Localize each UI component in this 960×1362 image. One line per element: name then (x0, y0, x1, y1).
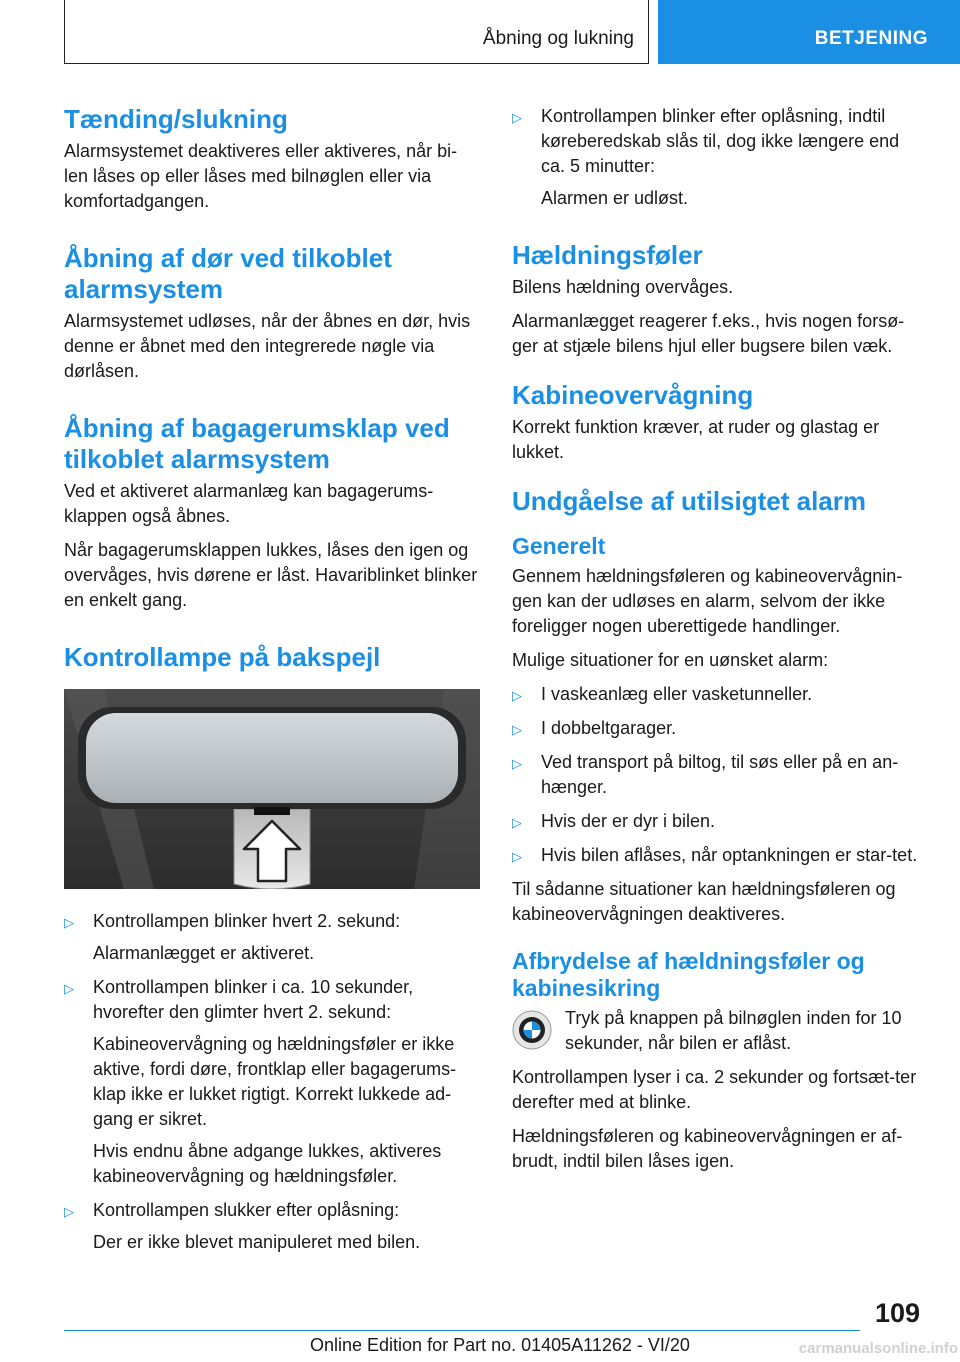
list-item: ▷ Kontrollampen blinker hvert 2. sekund: Alarmanlægget er aktiveret. (64, 911, 401, 963)
paragraph: Når bagagerumsklappen lukkes, låses den igen og overvåges, hvis dørene er låst. Havariblinket blinker en enkelt gang. (64, 540, 478, 610)
list-item: ▷ Kontrollampen blinker i ca. 10 sekunder, hvorefter den glimter hvert 2. sekund: Kabineovervågning og hældningsføler er ikke aktive, fordi døre, frontklap eller bagagerums-klap ikke er lukket rigtigt. Korrekt lukkede ad-gang er sikret. Hvis endnu åbne adgange lukkes, aktiveres kabineovervågning og hældningsføler. (64, 977, 457, 1186)
heading-bagagerumsklap: Åbning af bagagerumsklap ved tilkoblet alarmsystem (64, 413, 450, 474)
triangle-bullet-icon: ▷ (512, 688, 522, 703)
heading-taending: Tænding/slukning (64, 104, 288, 134)
paragraph: Alarmsystemet udløses, når der åbnes en dør, hvis denne er åbnet med den integrerede nøgle via dørlåsen. (64, 311, 471, 381)
left-column (64, 104, 480, 1264)
paragraph: Ved et aktiveret alarmanlæg kan bagagerums-klappen også åbnes. (64, 481, 434, 526)
triangle-bullet-icon: ▷ (512, 722, 522, 737)
rearview-mirror-illustration (64, 689, 480, 889)
bmw-key-button-icon (512, 1010, 552, 1050)
watermark: carmanualsonline.info (798, 1340, 958, 1357)
section-tab (658, 0, 960, 64)
page-number: 109 (874, 1298, 920, 1328)
list-item: ▷ Kontrollampen blinker efter oplåsning, indtil køreberedskab slås til, dog ikke længere end ca. 5 minutter: Alarmen er udløst. (512, 106, 900, 208)
triangle-bullet-icon: ▷ (512, 849, 522, 864)
paragraph: Mulige situationer for en uønsket alarm: (512, 650, 829, 670)
paragraph: Gennem hældningsføleren og kabineovervågnin-gen kan der udløses en alarm, selvom der ikke foreligger nogen uberettigede handlinger. (512, 566, 903, 636)
paragraph: Korrekt funktion kræver, at ruder og glastag er lukket. (512, 417, 880, 462)
lamp-status-list (64, 909, 480, 1255)
unwanted-alarm-list (512, 682, 926, 868)
list-item: ▷ Ved transport på biltog, til søs eller på en an-hænger. (512, 752, 899, 797)
heading-undgaaelse: Undgåelse af utilsigtet alarm (512, 486, 866, 516)
triangle-bullet-icon: ▷ (512, 756, 522, 771)
subheading-generelt: Generelt (512, 533, 606, 559)
header-frame (64, 0, 649, 64)
list-item: ▷ I vaskeanlæg eller vasketunneller. (512, 682, 926, 707)
heading-haeldningsfoeler: Hældningsføler (512, 240, 703, 270)
chapter-title: Åbning og lukning (482, 28, 634, 49)
paragraph: Alarmanlægget reagerer f.eks., hvis nogen forsø-ger at stjæle bilens hjul eller bugsere bilen væk. (512, 311, 905, 356)
list-item: ▷ Hvis bilen aflåses, når optankningen er star-tet. (512, 843, 926, 868)
list-item: ▷ Kontrollampen slukker efter oplåsning: Der er ikke blevet manipuleret med bilen. (64, 1200, 421, 1252)
section-label: BETJENING (814, 28, 928, 49)
paragraph: Bilens hældning overvåges. (512, 277, 734, 297)
subheading-afbrydelse: Afbrydelse af hældningsføler og kabinesikring (512, 948, 865, 1001)
triangle-bullet-icon: ▷ (64, 981, 74, 996)
right-column (512, 104, 926, 1183)
paragraph: Hældningsføleren og kabineovervågningen er af-brudt, indtil bilen låses igen. (512, 1126, 903, 1171)
edition-text: Online Edition for Part no. 01405A11262 - VI/20 (310, 1335, 690, 1355)
lamp-status-list-cont (512, 104, 926, 211)
list-item: ▷ Hvis der er dyr i bilen. (512, 809, 926, 834)
paragraph: Til sådanne situationer kan hældningsføleren og kabineovervågningen deaktiveres. (512, 879, 896, 924)
triangle-bullet-icon: ▷ (64, 915, 74, 930)
paragraph: Kontrollampen lyser i ca. 2 sekunder og fortsæt-ter derefter med at blinke. (512, 1067, 917, 1112)
paragraph: Alarmsystemet deaktiveres eller aktiveres, når bi-len låses op eller låses med bilnøglen eller via komfortadgangen. (64, 141, 458, 211)
paragraph: Tryk på knappen på bilnøglen inden for 10 sekunder, når bilen er aflåst. (565, 1008, 902, 1053)
key-instruction (512, 1006, 926, 1056)
footer-divider (64, 1330, 860, 1331)
triangle-bullet-icon: ▷ (512, 815, 522, 830)
triangle-bullet-icon: ▷ (64, 1204, 74, 1219)
triangle-bullet-icon: ▷ (512, 110, 522, 125)
heading-aabning-doer: Åbning af dør ved tilkoblet alarmsystem (64, 243, 392, 304)
heading-kontrollampe: Kontrollampe på bakspejl (64, 642, 381, 672)
heading-kabineovervaagning: Kabineovervågning (512, 380, 754, 410)
list-item: ▷ I dobbeltgarager. (512, 716, 926, 741)
